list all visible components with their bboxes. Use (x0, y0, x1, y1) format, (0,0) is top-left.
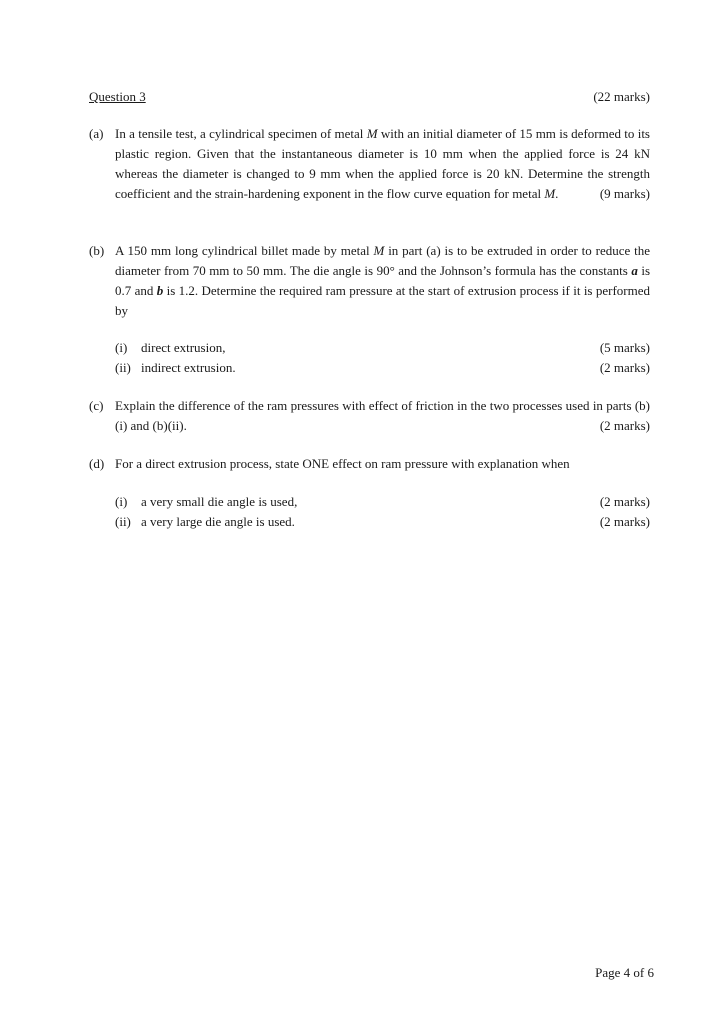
question-title: Question 3 (89, 89, 146, 104)
part-c-text: Explain the difference of the ram pressures with effect of friction in the two processes used in parts (b)(i) and (b)(ii). (115, 398, 650, 433)
part-a-label: (a) (89, 126, 104, 141)
list-item: (i) a very small die angle is used, (2 marks) (115, 492, 650, 512)
part-a-text: In a tensile test, a cylindrical specimen of metal M with an initial diameter of 15 mm is deformed to its plastic region. Given that the instantaneous diameter is 10 mm when the applied force is 24 kN whereas the diameter is changed to 9 mm when the applied force is 20 kN. Determine the strength coefficient and the strain-hardening exponent in the flow curve equation for metal M. (115, 126, 650, 201)
part-b-subparts (115, 338, 650, 378)
subpart-marks: (2 marks) (599, 514, 650, 529)
part-d-body (115, 454, 650, 474)
part-a-body (115, 124, 650, 204)
list-item: (i) direct extrusion, (5 marks) (115, 338, 650, 358)
part-c-marks: (2 marks) (599, 418, 650, 433)
part-d-subparts (115, 492, 650, 532)
part-d-text: For a direct extrusion process, state ONE effect on ram pressure with explanation when (115, 456, 570, 471)
list-item: (ii) indirect extrusion. (2 marks) (115, 358, 650, 378)
subpart-marks: (2 marks) (599, 360, 650, 375)
part-b (89, 241, 650, 321)
part-d-label: (d) (89, 456, 105, 471)
part-a-marks: (9 marks) (599, 186, 650, 201)
part-b-text: A 150 mm long cylindrical billet made by metal M in part (a) is to be extruded in order to reduce the diameter from 70 mm to 50 mm. The die angle is 90° and the Johnson’s formula has the constants a is 0.7 and b is 1.2. Determine the required ram pressure at the start of extrusion process if it is performed by (115, 243, 650, 318)
list-item: (ii) a very large die angle is used. (2 marks) (115, 512, 650, 532)
part-b-body (115, 241, 650, 321)
part-c-label: (c) (89, 398, 104, 413)
subpart-marks: (2 marks) (599, 494, 650, 509)
part-a (89, 124, 650, 204)
part-c-body (115, 396, 650, 436)
subpart-marks: (5 marks) (599, 340, 650, 355)
question-total-marks: (22 marks) (593, 89, 650, 104)
page-number: Page 4 of 6 (595, 965, 654, 980)
part-b-label: (b) (89, 243, 105, 258)
part-d (89, 454, 650, 474)
part-c (89, 396, 650, 436)
question-header (89, 87, 650, 107)
